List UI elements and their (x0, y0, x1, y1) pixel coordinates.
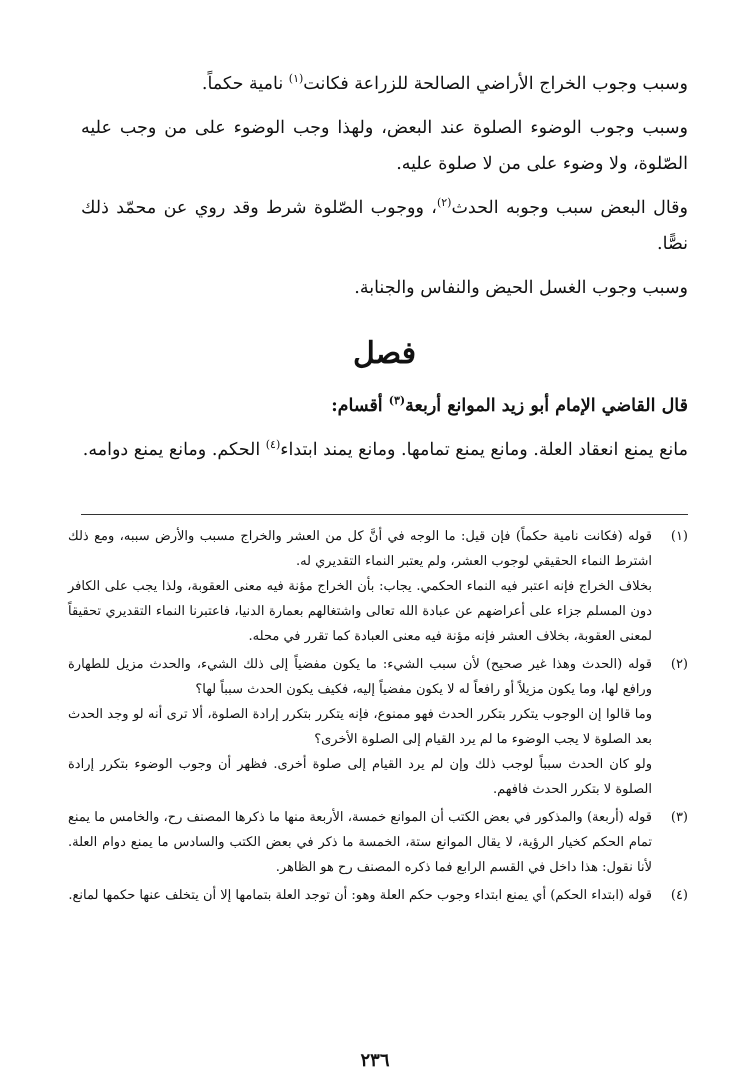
footnote-number: (٣) (670, 810, 688, 825)
footnote-ref-4[interactable]: (٤) (265, 438, 281, 452)
footnote-line: قوله (فكانت نامية حكماً) فإن قيل: ما الوجه في أنَّ كل من العشر والخراج مسبب والأرض سببه، ومع ذلك اشترط النماء الحقيقي لوجوب العشر، ولم يعتبر النماء التقديري له. (68, 529, 652, 569)
text-run: مانع يمنع انعقاد العلة. ومانع يمنع تمامها. ومانع يمند ابتداء (280, 440, 688, 460)
text-run: قال القاضي الإمام أبو زيد الموانع أربعة (405, 396, 688, 416)
text-run: ، ووجوب الصّلوة شرط وقد روي عن محمّد ذلك نصًّا. (81, 198, 688, 254)
footnote-body (68, 805, 652, 880)
text-run: وسبب وجوب الخراج الأراضي الصالحة للزراعة فكانت (303, 74, 688, 94)
footnote-ref-3[interactable]: (٣) (388, 394, 406, 408)
main-text (81, 66, 688, 476)
paragraph-hadath (81, 190, 688, 262)
footnote-body (68, 524, 652, 649)
footnote-body (68, 883, 652, 908)
footnotes (68, 524, 688, 911)
footnote-4 (68, 883, 688, 908)
paragraph-wudu: وسبب وجوب الوضوء الصلوة عند البعض، ولهذا وجب الوضوء على من وجب عليه الصّلوة، ولا وضوء على من لا صلوة عليه. (81, 118, 688, 174)
footnote-ref-1[interactable]: (١) (288, 72, 304, 86)
footnote-separator (81, 514, 688, 515)
text-run: نامية حكماً. (201, 74, 289, 94)
paragraph-kharaj (81, 66, 688, 102)
quote-line (81, 388, 688, 424)
footnote-line: قوله (أربعة) والمذكور في بعض الكتب أن الموانع خمسة، الأربعة منها ما ذكرها المصنف رح، والخامس ما يمنع تمام الحكم كخيار الرؤية، لا يقال الموانع ستة، الخمسة ما ذكر في بعض الكتب والسادس ما يمنع دوام العلة. لأنا نقول: هذا داخل في القسم الرابع فما ذكره المصنف رح هو الظاهر. (68, 810, 652, 875)
footnote-line: قوله (ابتداء الحكم) أي يمنع ابتداء وجوب حكم العلة وهو: أن توجد العلة بتمامها إلا أن يتخلف عنها حكمها لمانع. (68, 888, 652, 903)
footnote-1 (68, 524, 688, 649)
footnote-line: وما قالوا إن الوجوب يتكرر بتكرر الحدث فهو ممنوع، فإنه يتكرر بتكرر إرادة الصلوة، ألا ترى أنه لو وجد الحدث بعد الصلوة لا يجب الوضوء ما لم يرد القيام إلى الصلوة الأخرى؟ (68, 707, 652, 747)
text-run: وقال البعض سبب وجوبه الحدث (451, 198, 688, 218)
footnote-3 (68, 805, 688, 880)
paragraph-mawani (81, 432, 688, 468)
text-run: الحكم. ومانع يمنع دوامه. (82, 440, 266, 460)
footnote-body (68, 652, 652, 802)
footnote-ref-2[interactable]: (٢) (436, 196, 452, 210)
page-number: ٢٣٦ (360, 1050, 390, 1071)
footnote-line: ولو كان الحدث سبباً لوجب ذلك وإن لم يرد القيام إلى صلوة أخرى. فظهر أن وجوب الوضوء بتكرر إرادة الصلوة لا بتكرر الحدث فافهم. (68, 757, 652, 797)
footnote-number: (٤) (670, 888, 688, 903)
text-run: أقسام: (331, 396, 389, 416)
footnote-2 (68, 652, 688, 802)
footnote-number: (١) (670, 529, 688, 544)
footnote-line: بخلاف الخراج فإنه اعتبر فيه النماء الحكمي. يجاب: بأن الخراج مؤنة فيه معنى العقوبة، ولذا يجب على الكافر دون المسلم جزاء على أعراضهم عن عبادة الله تعالى واشتغالهم بعمارة الدنيا، فاعتبرنا النماء التقديري تحقيقاً لمعنى العقوبة، بخلاف العشر فإنه مؤنة فيه معنى العبادة كما تقرر في محله. (68, 579, 653, 644)
section-heading: فصل (352, 336, 417, 371)
paragraph-ghusl: وسبب وجوب الغسل الحيض والنفاس والجنابة. (354, 278, 688, 298)
footnote-line: قوله (الحدث وهذا غير صحيح) لأن سبب الشيء: ما يكون مفضياً إلى ذلك الشيء، والحدث مزيل للطهارة ورافع لها، وما يكون مزيلاً أو رافعاً له لا يكون مفضياً إليه، فكيف يكون الحدث سبباً لها؟ (68, 657, 652, 697)
footnote-number: (٢) (670, 657, 688, 672)
